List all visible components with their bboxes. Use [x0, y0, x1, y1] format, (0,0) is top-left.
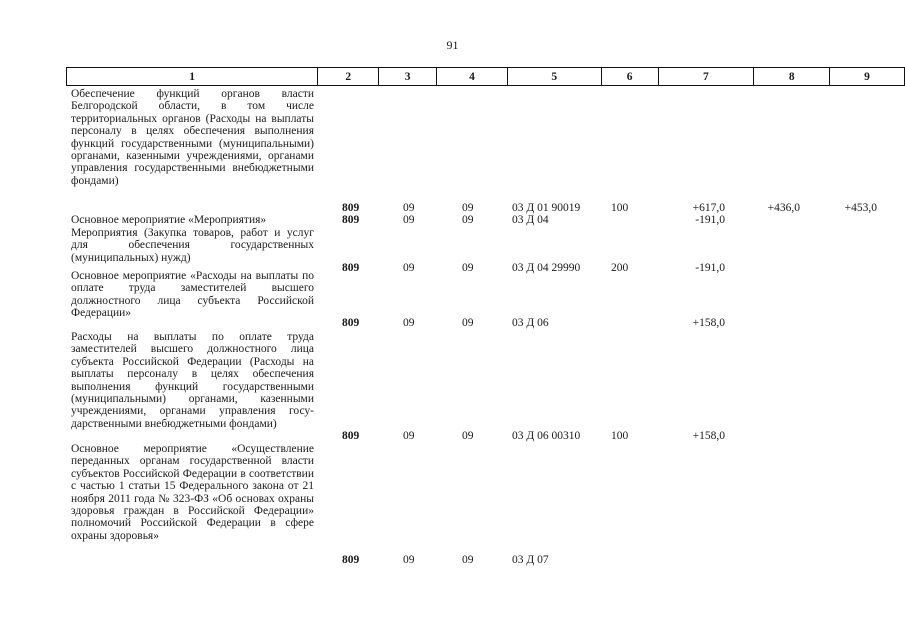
cell-col5: 03 Д 04	[512, 214, 549, 226]
cell-col2: 809	[342, 430, 360, 442]
cell-col4: 09	[462, 214, 474, 226]
cell-col7: +158,0	[692, 317, 725, 329]
column-header-9: 9	[830, 68, 905, 86]
cell-col6: 100	[611, 202, 629, 214]
cell-col3: 09	[403, 317, 415, 329]
cell-col6: 200	[611, 262, 629, 274]
row-description: Мероприятия (Закупка товаров, работ и услуг для обеспечения государственных (муниципальных) нужд)	[71, 227, 314, 264]
cell-col4: 09	[462, 262, 474, 274]
cell-col2: 809	[342, 554, 360, 566]
cell-col7: -191,0	[695, 262, 725, 274]
column-header-table	[66, 67, 905, 86]
column-header-2: 2	[318, 68, 379, 86]
column-header-8: 8	[754, 68, 830, 86]
cell-col5: 03 Д 04 29990	[512, 262, 581, 274]
column-header-6: 6	[601, 68, 658, 86]
column-header-1: 1	[67, 68, 318, 86]
cell-col5: 03 Д 01 90019	[512, 202, 581, 214]
cell-col4: 09	[462, 430, 474, 442]
cell-col2: 809	[342, 317, 360, 329]
column-header-3: 3	[379, 68, 437, 86]
cell-col7: +617,0	[692, 202, 725, 214]
cell-col3: 09	[403, 554, 415, 566]
page-number: 91	[446, 38, 459, 52]
cell-col5: 03 Д 06	[512, 317, 549, 329]
cell-col2: 809	[342, 262, 360, 274]
row-description: Расходы на выплаты по оплате труда заместителей высшего должностного лица субъекта Российской Федерации (Расходы на выплаты персоналу в целях обеспечения выполнения функций государственными (муниципальными) органами, казенными учреждениями, органами управления госу-дарственными внебюджетными фондами)	[71, 331, 314, 430]
cell-col8: +436,0	[767, 202, 800, 214]
row-description: Основное мероприятие «Расходы на выплаты по оплате труда заместителей высшего должностного лица субъекта Российской Федерации»	[71, 270, 314, 320]
cell-col5: 03 Д 06 00310	[512, 430, 581, 442]
column-header-4: 4	[437, 68, 508, 86]
cell-col3: 09	[403, 214, 415, 226]
cell-col3: 09	[403, 262, 415, 274]
cell-col7: -191,0	[695, 214, 725, 226]
cell-col5: 03 Д 07	[512, 554, 549, 566]
cell-col4: 09	[462, 202, 474, 214]
cell-col2: 809	[342, 202, 360, 214]
column-header-row	[67, 68, 905, 86]
cell-col4: 09	[462, 317, 474, 329]
cell-col7: +158,0	[692, 430, 725, 442]
column-header-7: 7	[658, 68, 754, 86]
cell-col2: 809	[342, 214, 360, 226]
row-description: Основное мероприятие «Осуществление переданных органам государственной власти субъектов Российской Федерации в соответствии с частью 1 статьи 15 Федерального закона от 21 ноября 2011 года № 323-ФЗ «Об основах охраны здоровья граждан в Российской Федерации» полномочий Российской Федерации в сфере охраны здоровья»	[71, 443, 314, 542]
cell-col9: +453,0	[844, 202, 877, 214]
cell-col4: 09	[462, 554, 474, 566]
row-description: Основное мероприятие «Мероприятия»	[71, 214, 267, 226]
column-header-5: 5	[507, 68, 601, 86]
cell-col6: 100	[611, 430, 629, 442]
cell-col3: 09	[403, 430, 415, 442]
cell-col3: 09	[403, 202, 415, 214]
row-description: Обеспечение функций органов власти Белгородской области, в том числе территориальных органов (Расходы на выплаты персоналу в целях обеспечения выполнения функций государственными (муниципальными) органами, казенными учреждениями, органами управления государственными внебюджетными фондами)	[71, 88, 314, 187]
